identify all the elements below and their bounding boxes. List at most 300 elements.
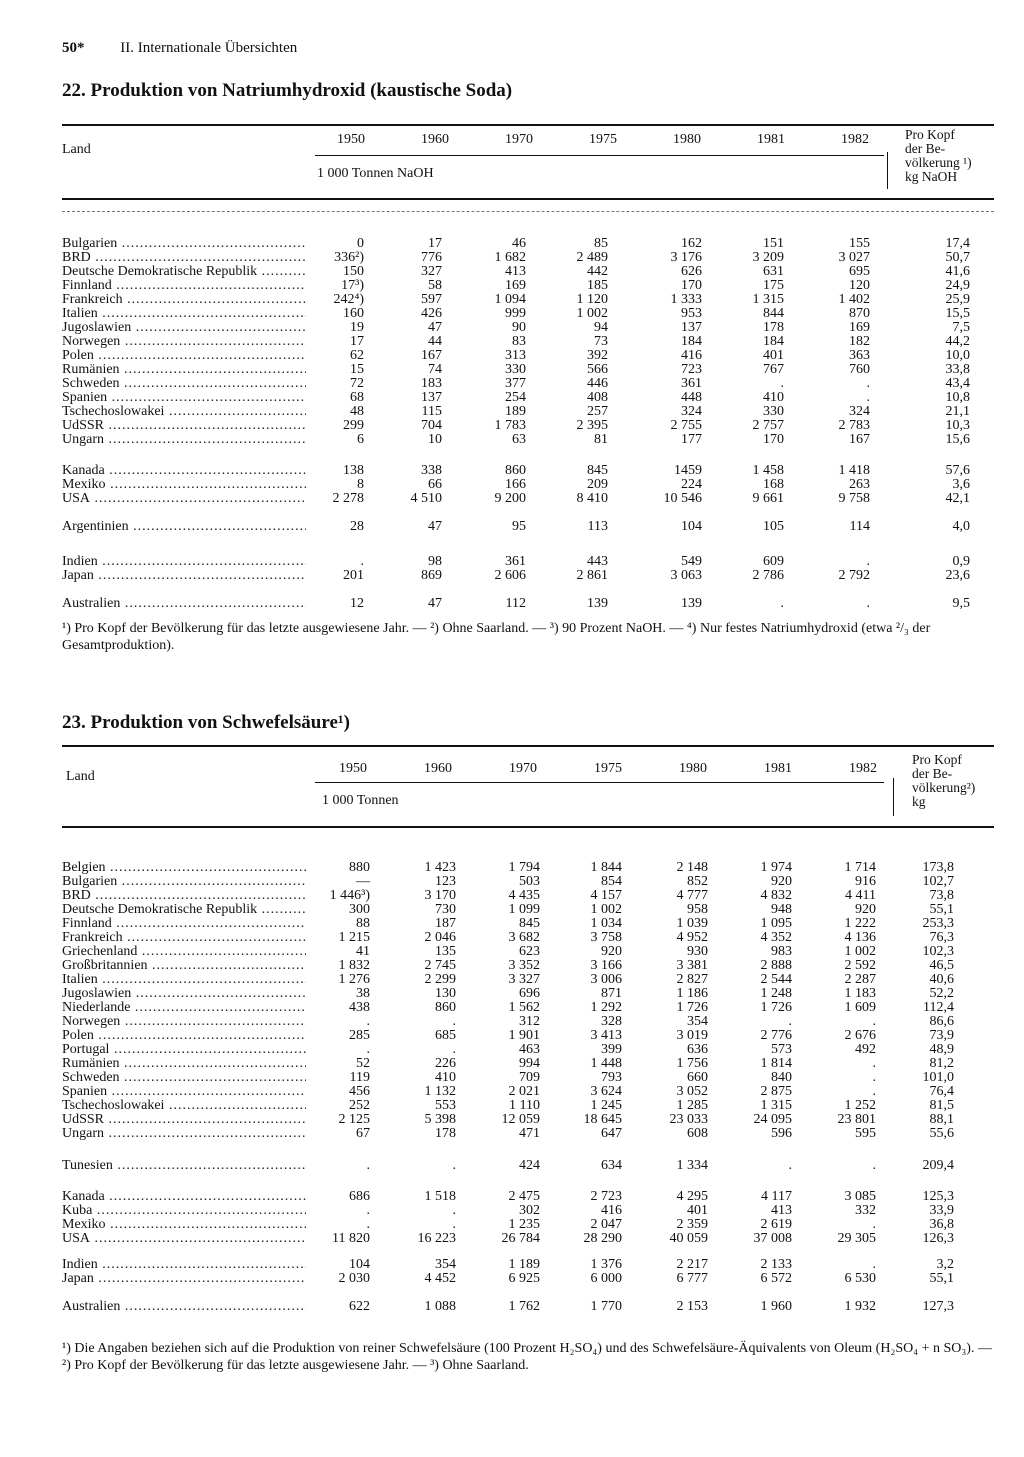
value-cell: 363 — [849, 348, 870, 363]
value-cell: 696 — [519, 986, 540, 1001]
value-cell: . — [872, 1056, 876, 1071]
year-column-header: 1960 — [421, 132, 449, 147]
value-cell: 920 — [601, 944, 622, 959]
value-cell: . — [866, 596, 870, 611]
year-column-header: 1982 — [841, 132, 869, 147]
value-cell: 354 — [435, 1257, 456, 1272]
value-cell: 46 — [512, 236, 526, 251]
value-cell: 24 095 — [753, 1112, 792, 1127]
value-cell: 2 606 — [494, 568, 526, 583]
value-cell: 2 148 — [676, 860, 708, 875]
value-cell: 1 315 — [752, 292, 784, 307]
value-cell: 1459 — [674, 463, 702, 478]
value-cell: 155 — [849, 236, 870, 251]
table-row — [62, 1272, 1002, 1286]
value-cell: 416 — [601, 1203, 622, 1218]
value-cell: 18 645 — [583, 1112, 622, 1127]
value-cell: 503 — [519, 874, 540, 889]
value-cell: 26 784 — [501, 1231, 540, 1246]
value-cell: 139 — [681, 596, 702, 611]
value-cell: 5 398 — [424, 1112, 456, 1127]
value-cell: 12 — [350, 596, 364, 611]
country-name: Australien ..... — [62, 1300, 306, 1314]
value-cell: 549 — [681, 554, 702, 569]
value-cell: 324 — [681, 404, 702, 419]
value-cell: 1 446³) — [329, 888, 370, 903]
country-name: Ungarn ..... — [62, 1127, 306, 1141]
per-head-line: der Be- — [912, 766, 953, 781]
table1-unit-label: 1 000 Tonnen NaOH — [317, 166, 434, 181]
value-cell: 442 — [587, 264, 608, 279]
value-cell: 90 — [512, 320, 526, 335]
value-cell: 1 099 — [508, 902, 540, 917]
value-cell: 1 002 — [590, 902, 622, 917]
value-cell: 330 — [763, 404, 784, 419]
value-cell: 401 — [763, 348, 784, 363]
value-cell: 4 136 — [844, 930, 876, 945]
country-name: Deutsche Demokratische Republik ..... — [62, 903, 306, 917]
value-cell: 354 — [687, 1014, 708, 1029]
value-cell: 634 — [601, 1158, 622, 1173]
value-cell: 609 — [763, 554, 784, 569]
value-cell: 608 — [687, 1126, 708, 1141]
year-column-header: 1980 — [673, 132, 701, 147]
value-cell: 1 376 — [590, 1257, 622, 1272]
value-cell: 1 189 — [508, 1257, 540, 1272]
value-cell: 312 — [519, 1014, 540, 1029]
value-cell: 16 223 — [417, 1231, 456, 1246]
value-cell: 1 609 — [844, 1000, 876, 1015]
value-cell: 2 776 — [760, 1028, 792, 1043]
per-head-cell: 55,1 — [929, 1271, 954, 1286]
value-cell: 1 418 — [838, 463, 870, 478]
value-cell: 1 094 — [494, 292, 526, 307]
value-cell: 1 315 — [760, 1098, 792, 1113]
table-row — [62, 237, 1002, 251]
value-cell: 184 — [763, 334, 784, 349]
per-head-cell: 73,9 — [929, 1028, 954, 1043]
value-cell: 416 — [681, 348, 702, 363]
value-cell: 723 — [681, 362, 702, 377]
value-cell: 189 — [505, 404, 526, 419]
per-head-cell: 41,6 — [945, 264, 970, 279]
value-cell: 704 — [421, 418, 442, 433]
per-head-cell: 101,0 — [922, 1070, 954, 1085]
value-cell: . — [866, 390, 870, 405]
value-cell: 446 — [587, 376, 608, 391]
value-cell: 1 448 — [590, 1056, 622, 1071]
table-row — [62, 1127, 1002, 1141]
country-name: Norwegen ..... — [62, 1015, 306, 1029]
table-row — [62, 1071, 1002, 1085]
value-cell: 17³) — [341, 278, 364, 293]
table1-top-rule — [62, 124, 994, 126]
table1-header-divider — [887, 152, 888, 189]
value-cell: 150 — [343, 264, 364, 279]
value-cell: 1 276 — [338, 972, 370, 987]
value-cell: . — [452, 1158, 456, 1173]
per-head-cell: 3,6 — [952, 477, 970, 492]
value-cell: 2 592 — [844, 958, 876, 973]
value-cell: 392 — [587, 348, 608, 363]
value-cell: 324 — [849, 404, 870, 419]
per-head-cell: 112,4 — [923, 1000, 954, 1015]
table-row — [62, 433, 1002, 447]
value-cell: 47 — [428, 519, 442, 534]
year-column-header: 1950 — [339, 761, 367, 776]
year-column-header: 1981 — [757, 132, 785, 147]
land-column-header: Land — [66, 769, 95, 784]
value-cell: 3 758 — [590, 930, 622, 945]
per-head-cell: 73,8 — [929, 888, 954, 903]
value-cell: 175 — [763, 278, 784, 293]
table-row — [62, 1204, 1002, 1218]
per-head-cell: 7,5 — [952, 320, 970, 335]
value-cell: 104 — [349, 1257, 370, 1272]
table-row — [62, 597, 1002, 611]
value-cell: 1 423 — [424, 860, 456, 875]
value-cell: 2 133 — [760, 1257, 792, 1272]
value-cell: 1 726 — [676, 1000, 708, 1015]
value-cell: 37 008 — [753, 1231, 792, 1246]
value-cell: 44 — [428, 334, 442, 349]
country-name: Ungarn ..... — [62, 433, 306, 447]
per-head-cell: 76,3 — [929, 930, 954, 945]
country-name: Tschechoslowakei ..... — [62, 1099, 306, 1113]
value-cell: 471 — [519, 1126, 540, 1141]
value-cell: 438 — [349, 1000, 370, 1015]
value-cell: 1 682 — [494, 250, 526, 265]
value-cell: 2 786 — [752, 568, 784, 583]
value-cell: . — [452, 1014, 456, 1029]
value-cell: 1 186 — [676, 986, 708, 1001]
value-cell: 685 — [435, 1028, 456, 1043]
per-head-cell: 57,6 — [945, 463, 970, 478]
value-cell: 695 — [849, 264, 870, 279]
value-cell: 413 — [505, 264, 526, 279]
country-name: USA ..... — [62, 492, 306, 506]
value-cell: 47 — [428, 596, 442, 611]
value-cell: 1 120 — [576, 292, 608, 307]
value-cell: 408 — [587, 390, 608, 405]
country-name: Indien ..... — [62, 555, 306, 569]
value-cell: 2 359 — [676, 1217, 708, 1232]
country-name: Japan ..... — [62, 569, 306, 583]
per-head-cell: 24,9 — [945, 278, 970, 293]
value-cell: 854 — [601, 874, 622, 889]
value-cell: 151 — [763, 236, 784, 251]
per-head-cell: 21,1 — [945, 404, 970, 419]
table2-top-rule — [62, 745, 994, 747]
value-cell: 361 — [505, 554, 526, 569]
per-head-cell: 76,4 — [929, 1084, 954, 1099]
value-cell: . — [872, 1014, 876, 1029]
value-cell: 2 395 — [576, 418, 608, 433]
value-cell: 2 475 — [508, 1189, 540, 1204]
per-head-cell: 52,2 — [929, 986, 954, 1001]
per-head-line: kg — [912, 794, 926, 809]
value-cell: 187 — [435, 916, 456, 931]
value-cell: 252 — [349, 1098, 370, 1113]
value-cell: 83 — [512, 334, 526, 349]
country-name: Norwegen ..... — [62, 335, 306, 349]
value-cell: 2 888 — [760, 958, 792, 973]
table-row — [62, 349, 1002, 363]
per-head-cell: 127,3 — [922, 1299, 954, 1314]
per-head-cell: 40,6 — [929, 972, 954, 987]
value-cell: 622 — [349, 1299, 370, 1314]
value-cell: 983 — [771, 944, 792, 959]
value-cell: . — [788, 1014, 792, 1029]
value-cell: 2 125 — [338, 1112, 370, 1127]
value-cell: 492 — [855, 1042, 876, 1057]
value-cell: 17 — [428, 236, 442, 251]
land-column-header: Land — [62, 142, 91, 157]
value-cell: 85 — [594, 236, 608, 251]
value-cell: 760 — [849, 362, 870, 377]
value-cell: 1 832 — [338, 958, 370, 973]
country-name: Finnland ..... — [62, 279, 306, 293]
per-head-cell: 0,9 — [952, 554, 970, 569]
value-cell: 112 — [505, 596, 526, 611]
value-cell: 328 — [601, 1014, 622, 1029]
table-row — [62, 1001, 1002, 1015]
country-name: BRD ..... — [62, 889, 306, 903]
value-cell: 15 — [350, 362, 364, 377]
value-cell: 871 — [601, 986, 622, 1001]
value-cell: 844 — [763, 306, 784, 321]
per-head-cell: 88,1 — [929, 1112, 954, 1127]
value-cell: 660 — [687, 1070, 708, 1085]
value-cell: 62 — [350, 348, 364, 363]
value-cell: 1 252 — [844, 1098, 876, 1113]
value-cell: 242⁴) — [333, 292, 364, 307]
value-cell: 1 183 — [844, 986, 876, 1001]
per-head-line: Pro Kopf — [905, 127, 955, 142]
value-cell: 3 176 — [670, 250, 702, 265]
value-cell: 52 — [356, 1056, 370, 1071]
year-column-header: 1970 — [509, 761, 537, 776]
value-cell: . — [452, 1042, 456, 1057]
country-name: Großbritannien ..... — [62, 959, 306, 973]
value-cell: 424 — [519, 1158, 540, 1173]
value-cell: 3 682 — [508, 930, 540, 945]
per-head-cell: 17,4 — [945, 236, 970, 251]
country-name: Bulgarien ..... — [62, 237, 306, 251]
per-head-cell: 126,3 — [922, 1231, 954, 1246]
value-cell: 177 — [681, 432, 702, 447]
value-cell: 1 714 — [844, 860, 876, 875]
value-cell: 81 — [594, 432, 608, 447]
value-cell: 9 661 — [752, 491, 784, 506]
table1-header-rule — [315, 155, 884, 156]
value-cell: 626 — [681, 264, 702, 279]
value-cell: 72 — [350, 376, 364, 391]
table1-dashed-rule — [62, 211, 994, 212]
value-cell: 2 619 — [760, 1217, 792, 1232]
table-row — [62, 1029, 1002, 1043]
value-cell: 1 095 — [760, 916, 792, 931]
value-cell: 647 — [601, 1126, 622, 1141]
value-cell: 1 285 — [676, 1098, 708, 1113]
value-cell: 948 — [771, 902, 792, 917]
value-cell: 597 — [421, 292, 442, 307]
value-cell: 1 002 — [844, 944, 876, 959]
value-cell: . — [780, 376, 784, 391]
value-cell: 1 562 — [508, 1000, 540, 1015]
country-name: Portugal ..... — [62, 1043, 306, 1057]
table-row — [62, 377, 1002, 391]
value-cell: 302 — [519, 1203, 540, 1218]
value-cell: 66 — [428, 477, 442, 492]
per-head-cell: 81,2 — [929, 1056, 954, 1071]
table-row — [62, 945, 1002, 959]
value-cell: 2 299 — [424, 972, 456, 987]
value-cell: 167 — [421, 348, 442, 363]
country-name: Niederlande ..... — [62, 1001, 306, 1015]
value-cell: 74 — [428, 362, 442, 377]
table-row — [62, 251, 1002, 265]
value-cell: 123 — [435, 874, 456, 889]
value-cell: . — [452, 1217, 456, 1232]
table1-header-bottom-rule — [62, 198, 994, 200]
value-cell: 4 117 — [761, 1189, 792, 1204]
table-row — [62, 520, 1002, 534]
value-cell: 299 — [343, 418, 364, 433]
value-cell: 327 — [421, 264, 442, 279]
value-cell: 115 — [421, 404, 442, 419]
value-cell: 4 435 — [508, 888, 540, 903]
value-cell: 361 — [681, 376, 702, 391]
year-column-header: 1975 — [594, 761, 622, 776]
value-cell: 1 783 — [494, 418, 526, 433]
country-name: Griechenland ..... — [62, 945, 306, 959]
country-name: Mexiko ..... — [62, 1218, 306, 1232]
table-row — [62, 405, 1002, 419]
value-cell: 999 — [505, 306, 526, 321]
value-cell: . — [788, 1158, 792, 1173]
per-head-line: Pro Kopf — [912, 752, 962, 767]
per-head-cell: 209,4 — [922, 1158, 954, 1173]
per-head-cell: 125,3 — [922, 1189, 954, 1204]
value-cell: 2 217 — [676, 1257, 708, 1272]
value-cell: 3 063 — [670, 568, 702, 583]
value-cell: 1 458 — [752, 463, 784, 478]
value-cell: 916 — [855, 874, 876, 889]
per-head-cell: 173,8 — [922, 860, 954, 875]
per-head-cell: 10,8 — [945, 390, 970, 405]
country-name: BRD ..... — [62, 251, 306, 265]
value-cell: 1 002 — [576, 306, 608, 321]
country-name: Belgien ..... — [62, 861, 306, 875]
country-name: Frankreich ..... — [62, 293, 306, 307]
value-cell: 1 039 — [676, 916, 708, 931]
value-cell: . — [866, 376, 870, 391]
value-cell: 1 088 — [424, 1299, 456, 1314]
value-cell: 257 — [587, 404, 608, 419]
value-cell: 1 726 — [760, 1000, 792, 1015]
table-row — [62, 1113, 1002, 1127]
value-cell: 6 000 — [590, 1271, 622, 1286]
value-cell: 2 755 — [670, 418, 702, 433]
table-row — [62, 279, 1002, 293]
value-cell: 8 — [357, 477, 364, 492]
table-row — [62, 1190, 1002, 1204]
value-cell: 178 — [763, 320, 784, 335]
value-cell: 456 — [349, 1084, 370, 1099]
table-row — [62, 419, 1002, 433]
per-head-cell: 33,9 — [929, 1203, 954, 1218]
per-head-line: der Be- — [905, 141, 946, 156]
country-name: UdSSR ..... — [62, 1113, 306, 1127]
per-head-line: völkerung²) — [912, 780, 976, 795]
per-head-cell: 102,3 — [922, 944, 954, 959]
table2-header-divider — [893, 778, 894, 816]
value-cell: 4 295 — [676, 1189, 708, 1204]
value-cell: 595 — [855, 1126, 876, 1141]
value-cell: 4 452 — [424, 1271, 456, 1286]
value-cell: 3 327 — [508, 972, 540, 987]
value-cell: 869 — [421, 568, 442, 583]
value-cell: 105 — [763, 519, 784, 534]
value-cell: 2 489 — [576, 250, 608, 265]
value-cell: 553 — [435, 1098, 456, 1113]
per-head-cell: 4,0 — [952, 519, 970, 534]
value-cell: 119 — [349, 1070, 370, 1085]
table-row — [62, 1057, 1002, 1071]
country-name: Argentinien ..... — [62, 520, 306, 534]
per-head-cell: 55,6 — [929, 1126, 954, 1141]
value-cell: . — [366, 1042, 370, 1057]
value-cell: 920 — [855, 902, 876, 917]
value-cell: 23 801 — [837, 1112, 876, 1127]
value-cell: 1 756 — [676, 1056, 708, 1071]
value-cell: 184 — [681, 334, 702, 349]
value-cell: 29 305 — [837, 1231, 876, 1246]
country-name: Indien ..... — [62, 1258, 306, 1272]
value-cell: 994 — [519, 1056, 540, 1071]
country-name: Mexiko ..... — [62, 478, 306, 492]
value-cell: 336²) — [334, 250, 364, 265]
value-cell: 263 — [849, 477, 870, 492]
table2-footnote: ¹) Die Angaben beziehen sich auf die Produktion von reiner Schwefelsäure (100 Prozent H₂SO₄) und des Schwefelsäure-Äquivalents von Oleum (H₂SO₄ + n SO₃). — ²) Pro Kopf der Bevölkerung für das letzte ausgewiesene Jahr. — ³) Ohne Saarland. — [62, 1341, 992, 1373]
value-cell: 3 052 — [676, 1084, 708, 1099]
value-cell: 3 624 — [590, 1084, 622, 1099]
country-name: Polen ..... — [62, 349, 306, 363]
per-head-cell: 25,9 — [945, 292, 970, 307]
per-head-cell: 33,8 — [945, 362, 970, 377]
per-head-cell: 48,9 — [929, 1042, 954, 1057]
value-cell: 178 — [435, 1126, 456, 1141]
table-row — [62, 293, 1002, 307]
country-name: Bulgarien ..... — [62, 875, 306, 889]
value-cell: 98 — [428, 554, 442, 569]
value-cell: 2 047 — [590, 1217, 622, 1232]
table1-title: 22. Produktion von Natriumhydroxid (kaustische Soda) — [62, 80, 513, 101]
per-head-line: völkerung ¹) — [905, 155, 972, 170]
value-cell: 6 530 — [844, 1271, 876, 1286]
value-cell: 2 783 — [838, 418, 870, 433]
per-head-cell: 102,7 — [922, 874, 954, 889]
value-cell: 2 278 — [332, 491, 364, 506]
value-cell: 137 — [681, 320, 702, 335]
per-head-cell: 86,6 — [929, 1014, 954, 1029]
country-name: Rumänien ..... — [62, 1057, 306, 1071]
value-cell: 3 085 — [844, 1189, 876, 1204]
value-cell: 3 170 — [424, 888, 456, 903]
value-cell: . — [780, 596, 784, 611]
table1-per-head-header — [905, 128, 972, 184]
